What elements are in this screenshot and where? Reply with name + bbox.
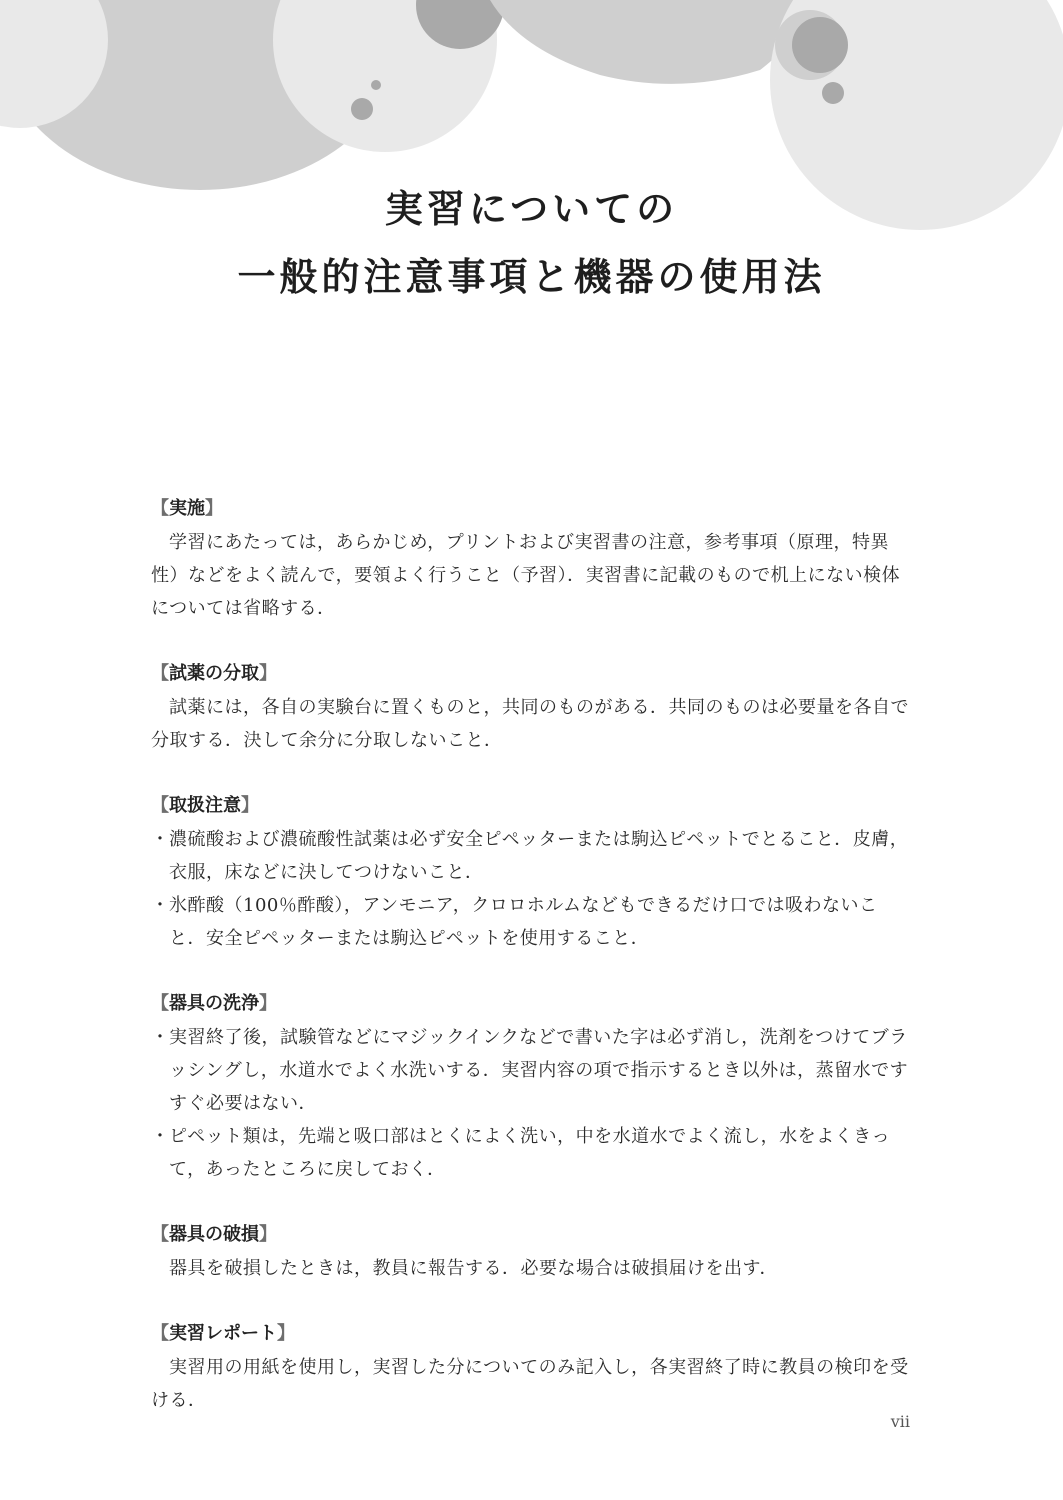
- bullet-mark: ・: [151, 895, 170, 916]
- bullet-text: 氷酢酸（100％酢酸），アンモニア，クロロホルムなどもできるだけ口では吸わないこと．安全ピペッターまたは駒込ピペットを使用すること．: [169, 895, 878, 949]
- heading-text: 実施: [169, 498, 205, 519]
- section-paragraph: 試薬には，各自の実験台に置くものと，共同のものがある．共同のものは必要量を各自で分取する．決して余分に分取しないこと．: [151, 697, 909, 751]
- section-equipment-breakage: [151, 1218, 911, 1285]
- section-heading: [151, 987, 911, 1021]
- bullet-item: [151, 889, 911, 955]
- bracket-close: 】: [259, 1224, 277, 1245]
- bracket-open: 【: [151, 498, 169, 519]
- bullet-mark: ・: [151, 829, 170, 850]
- heading-text: 器具の洗浄: [169, 993, 259, 1014]
- page-number: vii: [890, 1412, 910, 1431]
- bullet-mark: ・: [151, 1126, 170, 1147]
- section-heading: [151, 657, 911, 691]
- bullet-item: [151, 823, 911, 889]
- section-paragraph: 実習用の用紙を使用し，実習した分についてのみ記入し，各実習終了時に教員の検印を受ける．: [151, 1357, 909, 1411]
- dot-right: [822, 82, 844, 104]
- section-heading: [151, 789, 911, 823]
- section-implementation: [151, 492, 911, 625]
- bullet-text: 濃硫酸および濃硫酸性試薬は必ず安全ピペッターまたは駒込ピペットでとること．皮膚，衣服，床などに決してつけないこと．: [169, 829, 909, 883]
- bracket-open: 【: [151, 795, 169, 816]
- dot-left-small: [371, 80, 381, 90]
- section-paragraph: 器具を破損したときは，教員に報告する．必要な場合は破損届けを出す．: [169, 1258, 779, 1279]
- section-handling-caution: [151, 789, 911, 955]
- section-equipment-cleaning: [151, 987, 911, 1186]
- section-lab-report: [151, 1317, 911, 1417]
- bubble-right-dark: [792, 17, 848, 73]
- bullet-item: [151, 1021, 911, 1120]
- bullet-text: 実習終了後，試験管などにマジックインクなどで書いた字は必ず消し，洗剤をつけてブラッシングし，水道水でよく水洗いする．実習内容の項で指示するとき以外は，蒸留水ですすぐ必要はない．: [169, 1027, 909, 1114]
- heading-text: 試薬の分取: [169, 663, 259, 684]
- bracket-close: 】: [241, 795, 259, 816]
- dot-left-large: [351, 98, 373, 120]
- bullet-mark: ・: [151, 1027, 170, 1048]
- notes-content: [151, 492, 911, 1449]
- page-title-line-2: 一般的注意事項と機器の使用法: [237, 255, 826, 299]
- bracket-close: 】: [259, 993, 277, 1014]
- page-title-line-1: 実習についての: [384, 187, 679, 231]
- bullet-item: [151, 1120, 911, 1186]
- bracket-open: 【: [151, 663, 169, 684]
- section-heading: [151, 492, 911, 526]
- bracket-close: 】: [259, 663, 277, 684]
- bracket-close: 】: [205, 498, 223, 519]
- section-heading: [151, 1218, 911, 1252]
- bracket-open: 【: [151, 1224, 169, 1245]
- section-reagent-dispensing: [151, 657, 911, 757]
- heading-text: 取扱注意: [169, 795, 241, 816]
- bracket-open: 【: [151, 993, 169, 1014]
- bullet-text: ピペット類は，先端と吸口部はとくによく洗い，中を水道水でよく流し，水をよくきって，あったところに戻しておく．: [169, 1126, 891, 1180]
- section-paragraph: 学習にあたっては，あらかじめ，プリントおよび実習書の注意，参考事項（原理，特異性）などをよく読んで，要領よく行うこと（予習）．実習書に記載のもので机上にない検体については省略する．: [151, 532, 901, 619]
- bracket-open: 【: [151, 1323, 169, 1344]
- bubble-top-band: [490, 0, 810, 84]
- heading-text: 器具の破損: [169, 1224, 259, 1245]
- heading-text: 実習レポート: [169, 1323, 277, 1344]
- bracket-close: 】: [277, 1323, 295, 1344]
- section-heading: [151, 1317, 911, 1351]
